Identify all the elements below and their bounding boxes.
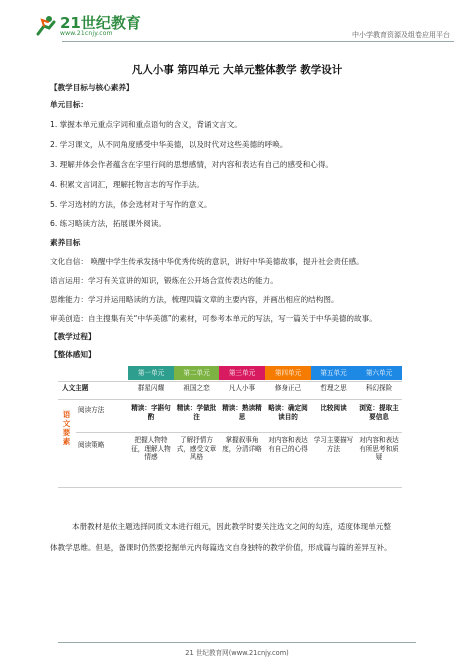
method-cell-2: 精读：学做批注 [176,404,217,421]
unit-goals-label: 单元目标： [50,100,88,109]
literacy-thinking: 思维能力：学习并运用略读的方法，梳理四篇文章的主要内容，并画出相应的结构图。 [50,295,339,304]
page-footer[interactable]: 21 世纪教育网(www.21cnjy.com) [185,649,289,657]
goals-heading: 【教学目标与核心素养】 [50,83,134,92]
theme-cell-2: 祖国之恋 [183,384,210,392]
theme-cell-1: 群星闪耀 [137,384,165,392]
method-cell-6: 浏览：提取主要信息 [359,404,399,421]
strategy-cell-5: 学习主要描写方法 [313,436,354,453]
logo-text: 21世纪教育 [60,13,141,32]
row-divider [58,399,402,400]
footer-divider [58,642,416,643]
site-logo[interactable] [34,10,141,42]
overall-heading: 【整体感知】 [50,350,96,359]
theme-cell-3: 凡人小事 [228,384,256,392]
logo-url: www.21cnjy.com [60,29,113,37]
strategy-cell-1: 把握人物特征，理解人物情感 [131,436,171,461]
body-line-1: 本册教材是依主题选择同质文本进行组元，因此教学时要关注选文之间的勾连，适度体现单元整 [72,522,391,531]
theme-cell-6: 科幻探险 [365,384,393,392]
body-line-2: 体教学思维。但是，备课时仍然要挖掘单元内每篇选文自身独特的教学价值，形成篇与篇的差异互补。 [50,543,392,552]
unit-goal-5: 5. 学习选材的方法，体会选材对于写作的意义。 [50,200,212,209]
method-cell-3: 精读：熟读精思 [222,404,262,421]
header-divider [62,41,454,42]
method-cell-5: 比较阅读 [320,404,347,412]
unit-header-5: 第五单元 [311,366,356,380]
unit-header-4: 第四单元 [265,366,311,380]
page-header [20,10,454,44]
method-row-label: 阅读方法 [78,406,105,414]
theme-cell-5: 哲理之思 [320,384,347,392]
strategy-row-label: 阅读策略 [78,441,105,449]
unit-header-3: 第三单元 [219,366,265,380]
unit-overview-table [58,366,402,488]
theme-cell-4: 修身正己 [274,384,302,392]
runner-logo-icon [34,14,58,38]
strategy-cell-2: 了解抒情方式，感受文章风格 [176,436,217,461]
unit-header-row [128,366,402,380]
literacy-culture: 文化自信： 唤醒中学生传承发扬中华优秀传统的意识，讲好中华美德故事，提升社会责任感。 [50,257,364,266]
row-divider [58,487,402,488]
row-divider [76,432,402,433]
unit-header-6: 第六单元 [356,366,402,380]
unit-header-1: 第一单元 [128,366,174,380]
theme-row-label: 人文主题 [62,384,89,392]
method-cell-4: 略读：确定阅读目的 [268,404,308,421]
page-title: 凡人小事 第四单元 大单元整体教学 教学设计 [131,64,343,76]
process-heading: 【教学过程】 [50,332,96,341]
unit-goal-4: 4. 积累文言词汇，理解托物言志的写作手法。 [50,180,204,189]
vertical-label-text: 语文要素 [62,410,71,446]
unit-header-2: 第二单元 [174,366,219,380]
literacy-language: 语言运用：学习有关宣讲的知识，锻炼在公开场合宣传表达的能力。 [50,276,278,285]
literacy-label: 素养目标 [50,238,81,247]
strategy-cell-6: 对内容和表达有所思考和质疑 [359,436,399,461]
vertical-label [62,410,72,446]
literacy-aesthetic: 审美创造：自主搜集有关“中华美德”的素材，可参考本单元的写法，写一篇关于中华美德的故事。 [50,314,377,323]
method-cell-1: 精读：字斟句酌 [131,404,171,421]
unit-goal-6: 6. 练习略读方法，拓展课外阅读。 [50,219,166,228]
unit-goal-2: 2. 学习课文，从不同角度感受中华美德，以及时代对这些美德的呼唤。 [50,140,288,149]
unit-goal-1: 1. 掌握本单元重点字词和重点语句的含义，背诵文言文。 [50,120,242,129]
header-tagline: 中小学教育资源及组卷应用平台 [352,31,450,39]
row-divider [58,381,402,382]
unit-goal-3: 3. 理解并体会作者蕴含在字里行间的思想感情，对内容和表达有自己的感受和心得。 [50,160,334,169]
strategy-cell-3: 掌握叙事角度，分清详略 [222,436,262,453]
strategy-cell-4: 对内容和表达有自己的心得 [268,436,308,453]
